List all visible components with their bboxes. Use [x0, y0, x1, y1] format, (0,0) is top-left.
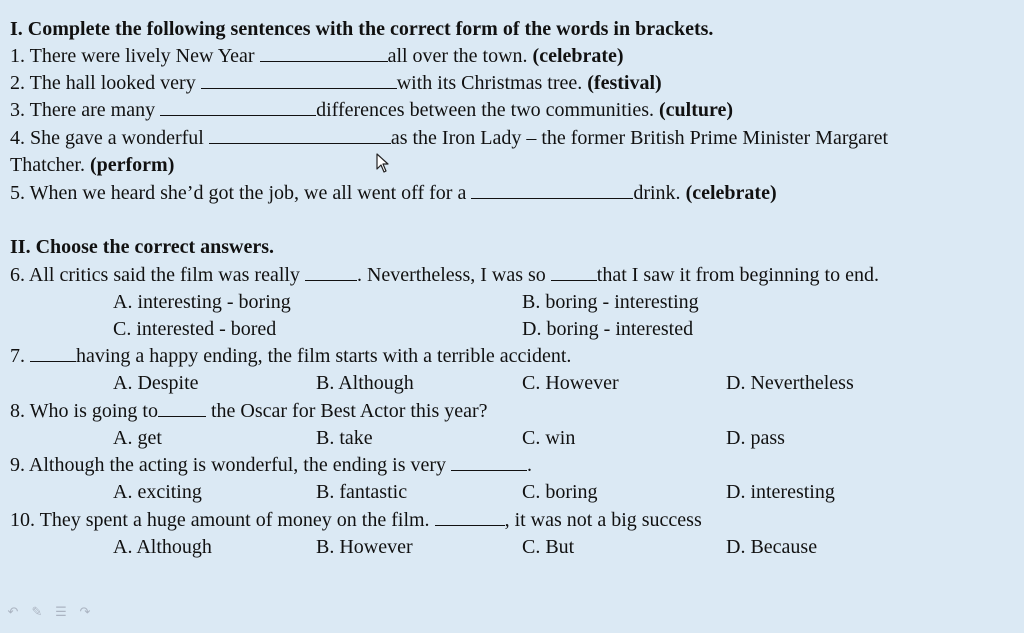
q7-option-b[interactable]: B. Although — [316, 372, 414, 394]
q9-option-a[interactable]: A. exciting — [113, 481, 202, 503]
pen-icon[interactable]: ✎ — [31, 605, 43, 620]
q7-blank — [30, 344, 76, 362]
question-2 — [10, 71, 662, 95]
q8-text: 8. Who is going to — [10, 400, 158, 422]
mouse-cursor-icon — [376, 153, 390, 173]
q1-text: 1. There were lively New Year — [10, 45, 260, 67]
q6-option-c[interactable]: C. interested - bored — [113, 318, 277, 340]
q6-option-d[interactable]: D. boring - interested — [522, 318, 694, 340]
q2-text: 2. The hall looked very — [10, 72, 201, 94]
q3-hint: (culture) — [658, 99, 734, 121]
q2-text-end: with its Christmas tree. — [396, 72, 588, 94]
slideshow-toolbar — [6, 606, 92, 620]
q6-blank-2 — [551, 263, 597, 281]
q1-blank — [260, 44, 388, 62]
q9-option-d[interactable]: D. interesting — [726, 481, 835, 503]
q10-text-end: , it was not a big success — [504, 509, 702, 531]
section2-heading: II. Choose the correct answers. — [10, 236, 275, 258]
q9-option-b[interactable]: B. fantastic — [316, 481, 408, 503]
q3-blank — [160, 98, 316, 116]
arrow-icon[interactable]: ↶ — [7, 605, 19, 620]
question-5 — [10, 181, 777, 205]
q7-option-a[interactable]: A. Despite — [113, 372, 199, 394]
q7-option-c[interactable]: C. However — [522, 372, 619, 394]
q6-text: 6. All critics said the film was really — [10, 264, 305, 286]
q8-option-d[interactable]: D. pass — [726, 427, 785, 449]
q9-blank — [451, 453, 527, 471]
q6-text-end: that I saw it from beginning to end. — [596, 264, 879, 286]
q4-hint: (perform) — [89, 154, 175, 176]
question-3 — [10, 98, 733, 122]
q7-option-d[interactable]: D. Nevertheless — [726, 372, 854, 394]
section1-heading: I. Complete the following sentences with the correct form of the words in brackets. — [10, 18, 714, 40]
q6-option-b[interactable]: B. boring - interesting — [522, 291, 699, 313]
q6-blank-1 — [305, 263, 357, 281]
question-1 — [10, 44, 624, 68]
q10-option-d[interactable]: D. Because — [726, 536, 818, 558]
question-4-continued — [10, 153, 174, 177]
q9-text-end: . — [527, 454, 533, 476]
q8-option-c[interactable]: C. win — [522, 427, 576, 449]
q4-text: 4. She gave a wonderful — [10, 127, 209, 149]
q10-blank — [435, 508, 505, 526]
question-10 — [10, 508, 702, 532]
q3-text: 3. There are many — [10, 99, 161, 121]
q6-text-mid: . Nevertheless, I was so — [356, 264, 551, 286]
q1-text-end: all over the town. — [387, 45, 533, 67]
q7-text-end: having a happy ending, the film starts with a terrible accident. — [76, 345, 572, 367]
q10-option-a[interactable]: A. Although — [113, 536, 212, 558]
q8-option-b[interactable]: B. take — [316, 427, 373, 449]
q9-text: 9. Although the acting is wonderful, the ending is very — [10, 454, 452, 476]
q5-blank — [471, 181, 633, 199]
q10-text: 10. They spent a huge amount of money on the film. — [10, 509, 435, 531]
q2-hint: (festival) — [587, 72, 662, 94]
q8-text-end: the Oscar for Best Actor this year? — [205, 400, 488, 422]
question-9 — [10, 453, 532, 477]
q5-hint: (celebrate) — [685, 182, 777, 204]
q10-option-b[interactable]: B. However — [316, 536, 413, 558]
q5-text: 5. When we heard she’d got the job, we all went off for a — [10, 182, 472, 204]
q1-hint: (celebrate) — [532, 45, 624, 67]
q10-option-c[interactable]: C. But — [522, 536, 575, 558]
q2-blank — [201, 71, 397, 89]
question-4 — [10, 126, 888, 150]
q3-text-end: differences between the two communities. — [316, 99, 659, 121]
question-7 — [10, 344, 571, 368]
q4-text-end: as the Iron Lady – the former British Prime Minister Margaret — [390, 127, 889, 149]
q5-text-end: drink. — [633, 182, 686, 204]
menu-icon[interactable]: ☰ — [55, 605, 67, 620]
question-8 — [10, 399, 488, 423]
q4-text-cont: Thatcher. — [10, 154, 90, 176]
question-6 — [10, 263, 879, 287]
q7-text: 7. — [10, 345, 30, 367]
q9-option-c[interactable]: C. boring — [522, 481, 598, 503]
q6-option-a[interactable]: A. interesting - boring — [113, 291, 291, 313]
forward-icon[interactable]: ↷ — [79, 605, 91, 620]
q4-blank — [209, 126, 391, 144]
q8-blank — [158, 399, 206, 417]
q8-option-a[interactable]: A. get — [113, 427, 162, 449]
